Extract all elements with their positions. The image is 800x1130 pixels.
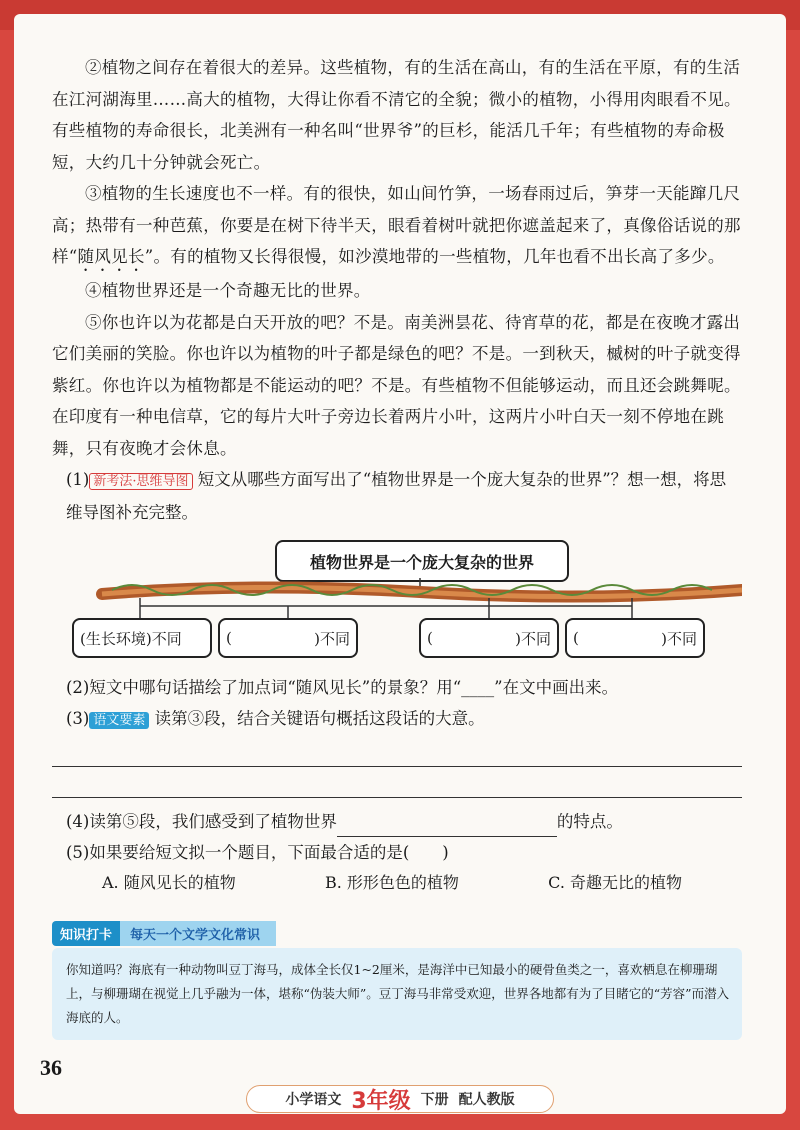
page-number: 36 <box>40 1055 62 1080</box>
question-3-tag: 语文要素 <box>89 712 149 729</box>
paragraph-3 <box>52 178 742 275</box>
footer-banner <box>246 1085 554 1113</box>
mind-map-box-1-text: (生长环境)不同 <box>80 629 182 648</box>
paragraph-3-head: ③植物的生长速度也不一样。有的很快，如山间竹笋，一场春雨过后，笋芽一天能蹿几尺高；热带有一种芭蕉，你要是在树下待半天，眼看着树叶就把你遮盖起来了，真像俗话说的那样“ <box>52 184 741 266</box>
option-c[interactable]: C. 奇趣无比的植物 <box>548 873 682 892</box>
knowledge-card-label: 知识打卡 <box>52 921 120 946</box>
knowledge-card-body: 你知道吗？海底有一种动物叫豆丁海马，成体全长仅1~2厘米，是海洋中已知最小的硬骨鱼类之一，喜欢栖息在柳珊瑚上，与柳珊瑚在视觉上几乎融为一体，堪称“伪装大师”。豆丁海马非常受欢迎，世界各地都有为了目睹它的“芳容”而潜入海底的人。 <box>52 948 742 1040</box>
mind-map-box-1 <box>72 618 212 658</box>
question-5: (5)如果要给短文拟一个题目，下面最合适的是( ) <box>66 843 449 862</box>
paragraph-5: ⑤你也许以为花都是白天开放的吧？不是。南美洲昙花、待宵草的花，都是在夜晚才露出它们美丽的笑脸。你也许以为植物的叶子都是绿色的吧？不是。一到秋天，槭树的叶子就变得紫红。你也许以为植物都是不能运动的吧？不是。有些植物不但能够运动，而且还会跳舞呢。在印度有一种电信草，它的每片大叶子旁边长着两片小叶，这两片小叶白天一刻不停地在跳舞，只有夜晚才会休息。 <box>52 312 741 458</box>
question-1-text: 短文从哪些方面写出了“植物世界是一个庞大复杂的世界”？想一想，将思维导图补充完整。 <box>66 470 727 522</box>
option-a[interactable]: A. 随风见长的植物 <box>102 873 236 892</box>
paragraph-2: ②植物之间存在着很大的差异。这些植物，有的生活在高山，有的生活在平原，有的生活在江河湖海里……高大的植物，大得让你看不清它的全貌；微小的植物，小得用肉眼看不见。有些植物的寿命很长，北美洲有一种名叫“世界爷”的巨杉，能活几千年；有些植物的寿命极短，大约几十分钟就会死亡。 <box>52 58 741 172</box>
option-b[interactable]: B. 形形色色的植物 <box>324 873 459 892</box>
question-4-blank[interactable] <box>337 818 557 837</box>
options-row <box>52 868 742 898</box>
mind-map-box-2-open: ( <box>226 629 232 647</box>
mind-map-box-4-open: ( <box>573 629 579 647</box>
mind-map-box-2[interactable] <box>218 618 358 658</box>
mind-map-box-3[interactable] <box>419 618 559 658</box>
question-3 <box>52 703 742 736</box>
dotted-word: 随风见长 <box>77 247 145 266</box>
question-2: (2)短文中哪句话描绘了加点词“随风见长”的景象？用“____”在文中画出来。 <box>66 678 619 697</box>
answer-line-1[interactable] <box>52 736 742 767</box>
footer-grade: 3年级 <box>351 1088 411 1114</box>
question-3-text: 读第③段，结合关键语句概括这段话的大意。 <box>154 709 485 728</box>
footer-edition: 配人教版 <box>458 1092 515 1108</box>
mind-map-box-3-suffix: )不同 <box>515 629 551 648</box>
knowledge-card-header <box>52 920 742 946</box>
mind-map-box-3-open: ( <box>427 629 433 647</box>
question-1-tag: 新考法·思维导图 <box>89 473 192 490</box>
mind-map-box-2-suffix: )不同 <box>314 629 350 648</box>
question-1-number: (1) <box>66 470 90 489</box>
mind-map-box-4-suffix: )不同 <box>661 629 697 648</box>
footer-term: 下册 <box>420 1092 449 1108</box>
knowledge-card-subtitle: 每天一个文学文化常识 <box>120 921 276 946</box>
mind-map-box-4[interactable] <box>565 618 705 658</box>
question-4 <box>52 806 742 837</box>
question-3-number: (3) <box>66 709 90 728</box>
question-1 <box>52 464 742 528</box>
paragraph-3-tail: ”。有的植物又长得很慢，如沙漠地带的一些植物，几年也看不出长高了多少。 <box>144 247 725 266</box>
paragraph-4: ④植物世界还是一个奇趣无比的世界。 <box>85 281 371 300</box>
mind-map <box>52 532 742 672</box>
mind-map-root: 植物世界是一个庞大复杂的世界 <box>275 540 569 582</box>
question-4-before: (4)读第⑤段，我们感受到了植物世界 <box>66 812 337 831</box>
answer-line-2[interactable] <box>52 767 742 798</box>
knowledge-card <box>52 920 742 1040</box>
main-content <box>52 52 742 898</box>
footer-subject: 小学语文 <box>285 1092 342 1108</box>
question-4-after: 的特点。 <box>556 812 623 831</box>
